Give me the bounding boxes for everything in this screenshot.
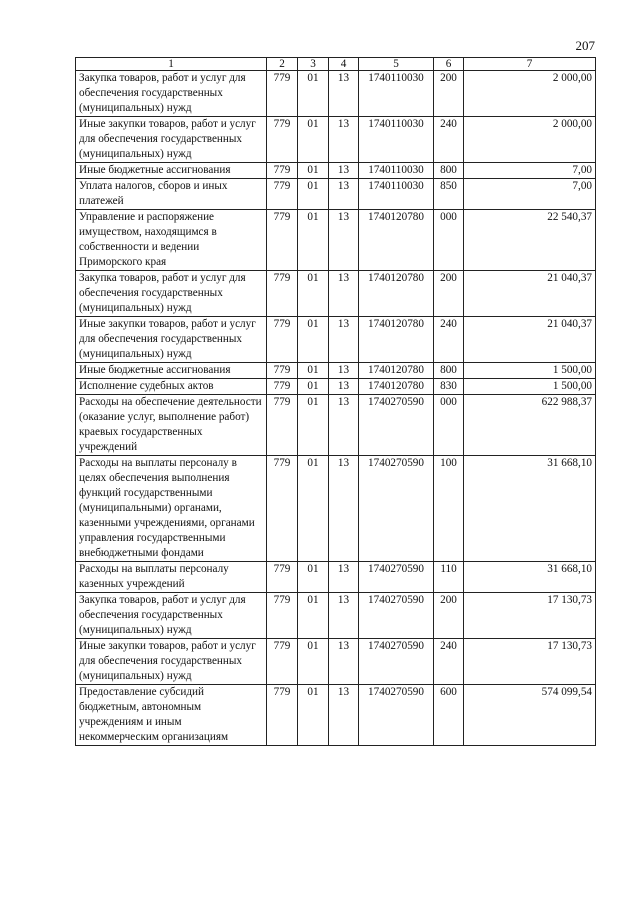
- section-cell: 01: [298, 317, 329, 363]
- expense-type-cell: 200: [434, 271, 464, 317]
- name-cell: Закупка товаров, работ и услуг для обеспечения государственных (муниципальных) нужд: [76, 593, 267, 639]
- section-cell: 01: [298, 210, 329, 271]
- subsection-cell: 13: [329, 163, 359, 179]
- name-cell: Расходы на выплаты персоналу в целях обеспечения выполнения функций государственными (муниципальными) органами, казенными учреждениями, органами управления государственными внебюджетными фондами: [76, 456, 267, 562]
- section-cell: 01: [298, 456, 329, 562]
- target-article-cell: 1740120780: [359, 271, 434, 317]
- section-cell: 01: [298, 363, 329, 379]
- section-cell: 01: [298, 379, 329, 395]
- expense-type-cell: 800: [434, 363, 464, 379]
- name-cell: Иные бюджетные ассигнования: [76, 163, 267, 179]
- table-row: [76, 685, 596, 746]
- target-article-cell: 1740120780: [359, 379, 434, 395]
- header-row: [76, 58, 596, 71]
- table-body: [76, 71, 596, 746]
- target-article-cell: 1740120780: [359, 363, 434, 379]
- admin-code-cell: 779: [267, 271, 298, 317]
- amount-cell: 1 500,00: [464, 379, 596, 395]
- subsection-cell: 13: [329, 379, 359, 395]
- expense-type-cell: 240: [434, 317, 464, 363]
- amount-cell: 7,00: [464, 163, 596, 179]
- table-row: [76, 379, 596, 395]
- amount-cell: 1 500,00: [464, 363, 596, 379]
- target-article-cell: 1740270590: [359, 685, 434, 746]
- table-row: [76, 163, 596, 179]
- admin-code-cell: 779: [267, 379, 298, 395]
- header-cell-6: 6: [434, 58, 464, 71]
- amount-cell: 17 130,73: [464, 593, 596, 639]
- name-cell: Иные бюджетные ассигнования: [76, 363, 267, 379]
- name-cell: Закупка товаров, работ и услуг для обеспечения государственных (муниципальных) нужд: [76, 271, 267, 317]
- target-article-cell: 1740110030: [359, 71, 434, 117]
- admin-code-cell: 779: [267, 363, 298, 379]
- table-row: [76, 210, 596, 271]
- subsection-cell: 13: [329, 685, 359, 746]
- admin-code-cell: 779: [267, 317, 298, 363]
- expense-type-cell: 100: [434, 456, 464, 562]
- amount-cell: 622 988,37: [464, 395, 596, 456]
- admin-code-cell: 779: [267, 117, 298, 163]
- admin-code-cell: 779: [267, 179, 298, 210]
- admin-code-cell: 779: [267, 71, 298, 117]
- header-cell-1: 1: [76, 58, 267, 71]
- admin-code-cell: 779: [267, 685, 298, 746]
- admin-code-cell: 779: [267, 456, 298, 562]
- name-cell: Иные закупки товаров, работ и услуг для обеспечения государственных (муниципальных) нужд: [76, 639, 267, 685]
- section-cell: 01: [298, 117, 329, 163]
- admin-code-cell: 779: [267, 562, 298, 593]
- table-row: [76, 71, 596, 117]
- table-row: [76, 456, 596, 562]
- admin-code-cell: 779: [267, 639, 298, 685]
- expense-type-cell: 000: [434, 210, 464, 271]
- header-cell-7: 7: [464, 58, 596, 71]
- section-cell: 01: [298, 71, 329, 117]
- header-cell-5: 5: [359, 58, 434, 71]
- amount-cell: 21 040,37: [464, 271, 596, 317]
- section-cell: 01: [298, 179, 329, 210]
- name-cell: Расходы на обеспечение деятельности (оказание услуг, выполнение работ) краевых государственных учреждений: [76, 395, 267, 456]
- table-row: [76, 395, 596, 456]
- subsection-cell: 13: [329, 179, 359, 210]
- table-row: [76, 639, 596, 685]
- table-row: [76, 117, 596, 163]
- budget-table: [75, 57, 596, 746]
- target-article-cell: 1740120780: [359, 210, 434, 271]
- expense-type-cell: 200: [434, 593, 464, 639]
- table-row: [76, 363, 596, 379]
- admin-code-cell: 779: [267, 210, 298, 271]
- section-cell: 01: [298, 163, 329, 179]
- target-article-cell: 1740270590: [359, 456, 434, 562]
- subsection-cell: 13: [329, 210, 359, 271]
- table-row: [76, 271, 596, 317]
- section-cell: 01: [298, 395, 329, 456]
- amount-cell: 2 000,00: [464, 117, 596, 163]
- header-cell-3: 3: [298, 58, 329, 71]
- name-cell: Исполнение судебных актов: [76, 379, 267, 395]
- table-row: [76, 179, 596, 210]
- subsection-cell: 13: [329, 456, 359, 562]
- target-article-cell: 1740110030: [359, 117, 434, 163]
- subsection-cell: 13: [329, 593, 359, 639]
- name-cell: Закупка товаров, работ и услуг для обеспечения государственных (муниципальных) нужд: [76, 71, 267, 117]
- name-cell: Расходы на выплаты персоналу казенных учреждений: [76, 562, 267, 593]
- expense-type-cell: 000: [434, 395, 464, 456]
- target-article-cell: 1740270590: [359, 639, 434, 685]
- amount-cell: 31 668,10: [464, 562, 596, 593]
- expense-type-cell: 830: [434, 379, 464, 395]
- name-cell: Иные закупки товаров, работ и услуг для обеспечения государственных (муниципальных) нужд: [76, 117, 267, 163]
- target-article-cell: 1740270590: [359, 562, 434, 593]
- name-cell: Управление и распоряжение имуществом, находящимся в собственности и ведении Приморского края: [76, 210, 267, 271]
- target-article-cell: 1740120780: [359, 317, 434, 363]
- admin-code-cell: 779: [267, 593, 298, 639]
- subsection-cell: 13: [329, 562, 359, 593]
- section-cell: 01: [298, 685, 329, 746]
- amount-cell: 17 130,73: [464, 639, 596, 685]
- expense-type-cell: 850: [434, 179, 464, 210]
- subsection-cell: 13: [329, 395, 359, 456]
- expense-type-cell: 240: [434, 117, 464, 163]
- target-article-cell: 1740270590: [359, 593, 434, 639]
- subsection-cell: 13: [329, 117, 359, 163]
- name-cell: Иные закупки товаров, работ и услуг для обеспечения государственных (муниципальных) нужд: [76, 317, 267, 363]
- expense-type-cell: 110: [434, 562, 464, 593]
- section-cell: 01: [298, 271, 329, 317]
- subsection-cell: 13: [329, 363, 359, 379]
- amount-cell: 7,00: [464, 179, 596, 210]
- admin-code-cell: 779: [267, 163, 298, 179]
- name-cell: Предоставление субсидий бюджетным, автономным учреждениям и иным некоммерческим организациям: [76, 685, 267, 746]
- section-cell: 01: [298, 639, 329, 685]
- amount-cell: 2 000,00: [464, 71, 596, 117]
- amount-cell: 574 099,54: [464, 685, 596, 746]
- target-article-cell: 1740270590: [359, 395, 434, 456]
- amount-cell: 22 540,37: [464, 210, 596, 271]
- section-cell: 01: [298, 593, 329, 639]
- name-cell: Уплата налогов, сборов и иных платежей: [76, 179, 267, 210]
- expense-type-cell: 600: [434, 685, 464, 746]
- subsection-cell: 13: [329, 271, 359, 317]
- expense-type-cell: 200: [434, 71, 464, 117]
- table-row: [76, 593, 596, 639]
- section-cell: 01: [298, 562, 329, 593]
- subsection-cell: 13: [329, 71, 359, 117]
- admin-code-cell: 779: [267, 395, 298, 456]
- subsection-cell: 13: [329, 639, 359, 685]
- expense-type-cell: 240: [434, 639, 464, 685]
- target-article-cell: 1740110030: [359, 179, 434, 210]
- target-article-cell: 1740110030: [359, 163, 434, 179]
- amount-cell: 21 040,37: [464, 317, 596, 363]
- table-row: [76, 562, 596, 593]
- subsection-cell: 13: [329, 317, 359, 363]
- header-cell-4: 4: [329, 58, 359, 71]
- amount-cell: 31 668,10: [464, 456, 596, 562]
- header-cell-2: 2: [267, 58, 298, 71]
- expense-type-cell: 800: [434, 163, 464, 179]
- page-number: 207: [575, 38, 595, 53]
- table-row: [76, 317, 596, 363]
